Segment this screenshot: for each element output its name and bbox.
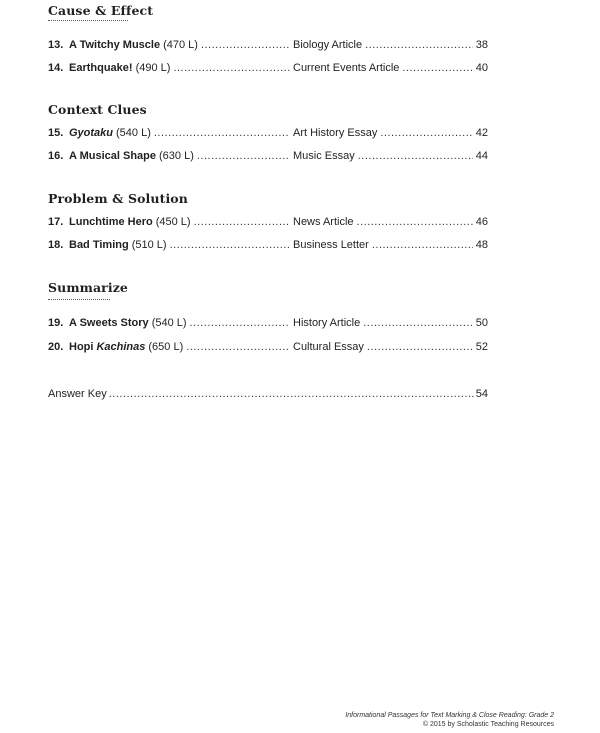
entry-number: 16.: [48, 150, 64, 162]
toc-entry[interactable]: [48, 60, 488, 76]
entry-genre: Cultural Essay: [293, 341, 364, 353]
answer-key-page: 54: [475, 388, 488, 400]
entry-lexile: (540 L): [151, 317, 187, 329]
toc-entry[interactable]: [48, 214, 488, 230]
dot-leader: [358, 148, 473, 164]
section-heading-problem-solution: Problem & Solution: [48, 191, 188, 206]
entry-number: 15.: [48, 127, 64, 139]
section-heading-context-clues: Context Clues: [48, 102, 147, 117]
page-footer: [345, 712, 554, 729]
dot-leader: [197, 148, 290, 164]
dot-leader: [154, 125, 290, 141]
entry-title-prefix: Hopi: [69, 341, 94, 353]
dot-leader: [186, 339, 290, 355]
entry-page: 40: [475, 62, 488, 74]
entry-genre: Music Essay: [293, 150, 355, 162]
entry-lexile: (630 L): [159, 150, 194, 162]
entry-page: 42: [475, 127, 488, 139]
dot-leader: [194, 214, 290, 230]
heading-underline: [48, 299, 110, 300]
entry-page: 52: [475, 341, 488, 353]
toc-entry[interactable]: [48, 37, 488, 53]
dot-leader: [365, 37, 473, 53]
section-heading-summarize: Summarize: [48, 280, 128, 295]
entry-title: A Twitchy Muscle: [69, 39, 161, 51]
toc-entry[interactable]: [48, 148, 488, 164]
entry-genre: Art History Essay: [293, 127, 378, 139]
toc-entry[interactable]: [48, 125, 488, 141]
entry-number: 13.: [48, 39, 64, 51]
entry-genre: Current Events Article: [293, 62, 400, 74]
dot-leader: [402, 60, 472, 76]
dot-leader: [173, 60, 290, 76]
entry-number: 17.: [48, 216, 64, 228]
entry-page: 48: [475, 239, 488, 251]
entry-number: 19.: [48, 317, 64, 329]
dot-leader: [190, 315, 290, 331]
entry-genre: Biology Article: [293, 39, 363, 51]
dot-leader: [363, 315, 473, 331]
entry-lexile: (510 L): [131, 239, 167, 251]
entry-number: 18.: [48, 239, 64, 251]
footer-copyright: © 2015 by Scholastic Teaching Resources: [422, 720, 554, 728]
entry-page: 50: [475, 317, 488, 329]
entry-lexile: (450 L): [155, 216, 191, 228]
entry-page: 44: [475, 150, 488, 162]
toc-entry[interactable]: [48, 237, 488, 253]
entry-genre: History Article: [293, 317, 361, 329]
dot-leader: [170, 237, 290, 253]
answer-key-entry[interactable]: [48, 386, 488, 402]
entry-lexile: (540 L): [116, 127, 151, 139]
entry-number: 20.: [48, 341, 64, 353]
entry-title: A Musical Shape: [69, 150, 157, 162]
dot-leader: [201, 37, 290, 53]
entry-title: Gyotaku: [69, 127, 114, 139]
entry-title: Earthquake!: [69, 62, 133, 74]
dot-leader: [367, 339, 473, 355]
toc-entry[interactable]: [48, 315, 488, 331]
footer-book-title: Informational Passages for Text Marking & Close Reading: Grade 2: [345, 712, 554, 719]
entry-genre: News Article: [293, 216, 354, 228]
dot-leader: [380, 125, 472, 141]
toc-entry[interactable]: [48, 339, 488, 355]
dot-leader: [372, 237, 473, 253]
entry-lexile: (470 L): [163, 39, 198, 51]
dot-leader: [109, 386, 475, 402]
section-heading-cause-effect: Cause & Effect: [48, 3, 154, 18]
entry-lexile: (490 L): [135, 62, 171, 74]
dot-leader: [357, 214, 473, 230]
entry-number: 14.: [48, 62, 64, 74]
entry-title: Lunchtime Hero: [69, 216, 153, 228]
heading-underline: [48, 20, 128, 21]
entry-page: 46: [475, 216, 488, 228]
answer-key-label: Answer Key: [48, 388, 107, 400]
entry-page: 38: [475, 39, 488, 51]
entry-title: A Sweets Story: [69, 317, 149, 329]
entry-title-italic: Kachinas: [96, 341, 146, 353]
entry-lexile: (650 L): [148, 341, 184, 353]
entry-genre: Business Letter: [293, 239, 369, 251]
entry-title: Bad Timing: [69, 239, 129, 251]
